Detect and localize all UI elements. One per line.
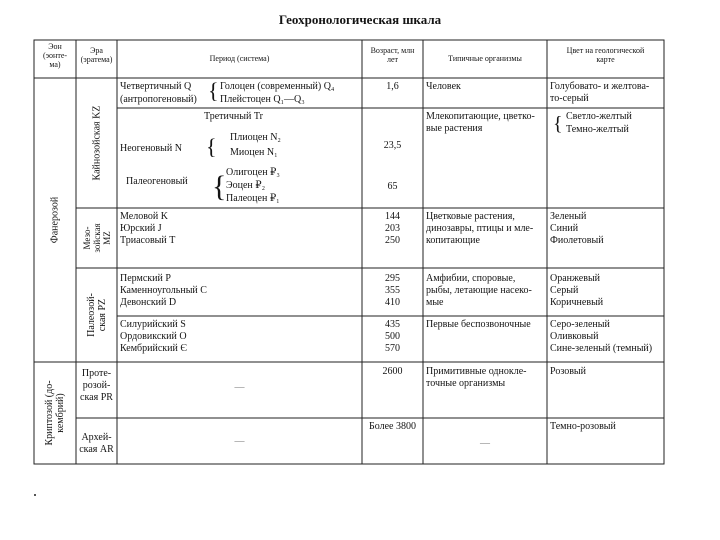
- brace-paleogene: {: [212, 170, 227, 203]
- ar-period: —: [234, 436, 245, 447]
- epoch-eocene: Эоцен ₽₂: [226, 180, 266, 191]
- epoch-holocene: Голоцен (современный) Q₄: [220, 81, 335, 92]
- header-age: Возраст, млн лет: [370, 46, 415, 64]
- brace-tertiary-color: {: [553, 113, 563, 135]
- pz-lower-colors: Серо-зеленый Оливковый Сине-зеленый (темный): [550, 319, 653, 354]
- era-pr: Проте- розой- ская PR: [80, 368, 113, 403]
- period-neogene: Неогеновый N: [120, 143, 182, 154]
- ar-organisms: —: [480, 438, 490, 449]
- period-tertiary: Третичный Tr: [204, 111, 263, 122]
- color-tertiary-dark: Темно-желтый: [566, 124, 629, 135]
- header-period: Период (система): [209, 54, 270, 63]
- era-mz: Мезо- зойская MZ: [82, 223, 112, 253]
- brace-neogene: {: [206, 134, 217, 159]
- ar-age: Более 3800: [369, 421, 416, 432]
- pz-lower-ages: 435 500 570: [385, 319, 400, 354]
- age-paleogene: 65: [387, 181, 398, 192]
- mz-ages: 144 203 250: [385, 211, 400, 246]
- era-kz: Кайнозойская KZ: [91, 105, 103, 181]
- pr-age: 2600: [382, 366, 403, 377]
- pz-upper-periods: Пермский P Каменноугольный C Девонский D: [120, 273, 207, 308]
- organisms-quaternary: Человек: [426, 81, 461, 92]
- period-quaternary: Четвертичный Q: [120, 81, 192, 92]
- header-era: Эра (эратема): [80, 46, 113, 64]
- pz-upper-colors: Оранжевый Серый Коричневый: [550, 273, 604, 308]
- page-title: Геохронологическая шкала: [278, 12, 442, 27]
- pz-upper-ages: 295 355 410: [385, 273, 400, 308]
- period-anthropogenic: (антропогеновый): [120, 94, 197, 105]
- era-pz: Палеозой- ская PZ: [86, 293, 108, 337]
- epoch-miocene: Миоцен N₁: [230, 147, 278, 158]
- pr-period: —: [234, 382, 245, 393]
- header-color: Цвет на геологической карте: [566, 46, 645, 64]
- epoch-pleistocene: Плейстоцен Q₁—Q₃: [220, 94, 305, 105]
- mz-periods: Меловой K Юрский J Триасовый T: [120, 211, 176, 246]
- scan-speck: [34, 494, 36, 496]
- mz-colors: Зеленый Синий Фиолетовый: [550, 211, 604, 246]
- header-eon: Эон (эонте- ма): [42, 42, 68, 69]
- age-neogene: 23,5: [383, 140, 402, 151]
- organisms-tertiary: Млекопитающие, цветко- вые растения: [426, 111, 535, 134]
- ar-color: Темно-розовый: [550, 421, 616, 432]
- era-ar: Архей- ская AR: [79, 432, 114, 455]
- pr-organisms: Примитивные однокле- точные организмы: [426, 366, 527, 389]
- color-quaternary: Голубовато- и желтова- то-серый: [550, 81, 650, 104]
- pz-upper-organisms: Амфибии, споровые, рыбы, летающие насеко- мые: [426, 273, 532, 308]
- mz-organisms: Цветковые растения, динозавры, птицы и мле- копитающие: [426, 211, 534, 246]
- eon-phanerozoic: Фанерозой: [49, 196, 61, 244]
- epoch-pliocene: Плиоцен N₂: [230, 132, 281, 143]
- header-organisms: Типичные организмы: [448, 54, 522, 63]
- brace-quaternary: {: [208, 78, 219, 103]
- color-tertiary-light: Светло-желтый: [566, 111, 632, 122]
- eon-cryptozoic: Криптозой (до- кембрий): [44, 380, 66, 446]
- epoch-paleocene: Палеоцен ₽₁: [226, 193, 280, 204]
- age-quaternary: 1,6: [386, 81, 399, 92]
- period-paleogene: Палеогеновый: [126, 176, 188, 187]
- pz-lower-periods: Силурийский S Ордовикский O Кембрийский Є: [120, 319, 187, 354]
- pr-color: Розовый: [550, 366, 586, 377]
- pz-lower-organisms: Первые беспозвоночные: [426, 319, 531, 330]
- epoch-oligocene: Олигоцен ₽₃: [226, 167, 280, 178]
